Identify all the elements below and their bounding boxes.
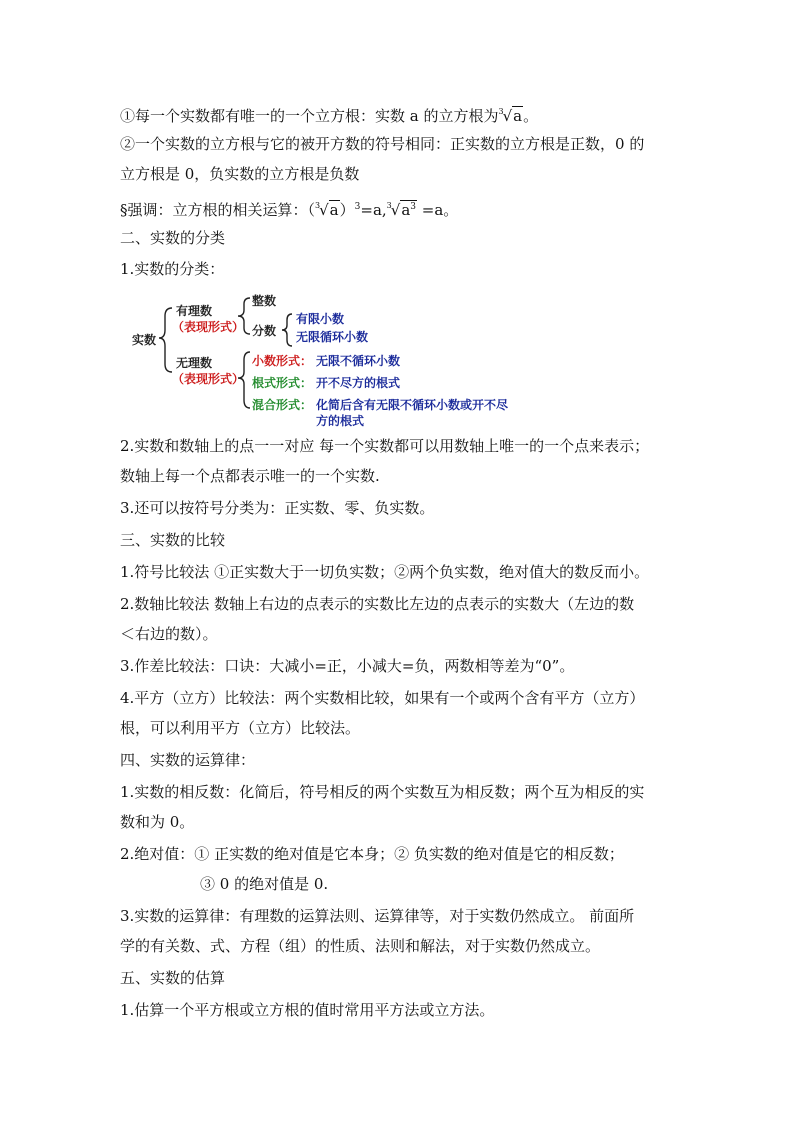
- text-line: ③ 0 的绝对值是 0.: [200, 875, 329, 893]
- integer-label: 整数: [252, 294, 277, 308]
- radicand: a: [329, 201, 339, 219]
- exponent: 3: [410, 202, 416, 212]
- root-label: 实数: [132, 333, 157, 347]
- mixed-form-label: 混合形式：: [252, 398, 313, 412]
- emphasis-line: [120, 196, 458, 220]
- text: §强调：立方根的相关运算：（: [120, 201, 316, 219]
- repeating-decimal-label: 无限循环小数: [296, 330, 369, 344]
- root-brace: [159, 308, 172, 372]
- cube-root-a: [315, 196, 340, 220]
- decimal-form-label: 小数形式：: [252, 354, 313, 368]
- text-line: 2.实数和数轴上的点一一对应 每一个实数都可以用数轴上唯一的一个点来表示；: [120, 437, 650, 455]
- rational-form-label: （表现形式）: [172, 320, 245, 334]
- mixed-form-text: 化简后含有无限不循环小数或开不尽: [316, 398, 509, 412]
- section-heading: 二、实数的分类: [120, 229, 226, 247]
- radicand: a: [513, 107, 523, 125]
- cube-root-a: [498, 102, 523, 126]
- irrational-form-label: （表现形式）: [172, 372, 245, 386]
- text-line: 1.实数的相反数：化简后，符号相反的两个实数互为相反数；两个互为相反的实: [120, 783, 645, 801]
- text: ①每一个实数都有唯一的一个立方根：实数 a 的立方根为: [120, 107, 499, 125]
- text-line: 3.实数的运算律：有理数的运算法则、运算律等，对于实数仍然成立。 前面所: [120, 907, 635, 925]
- text-line: 学的有关数、式、方程（组）的性质、法则和解法，对于实数仍然成立。: [120, 937, 601, 955]
- text: =a,: [360, 201, 387, 219]
- radical-sign: √: [319, 201, 329, 219]
- fraction-label: 分数: [252, 324, 277, 338]
- radical-index: 3: [498, 107, 504, 116]
- text-line: 根，可以利用平方（立方）比较法。: [120, 719, 361, 737]
- exponent: 3: [354, 202, 361, 212]
- mixed-form-text-2: 方的根式: [316, 414, 365, 428]
- text-line: 数轴上每一个点都表示唯一的一个实数.: [120, 467, 380, 485]
- fraction-brace: [282, 314, 292, 346]
- text-line: 数和为 0。: [120, 813, 195, 831]
- radical-form-text: 开不尽方的根式: [316, 376, 401, 390]
- text-line: 2.绝对值：① 正实数的绝对值是它本身；② 负实数的绝对值是它的相反数；: [120, 845, 624, 863]
- real-number-classification-diagram: [128, 290, 558, 430]
- text: 。: [523, 107, 539, 125]
- text-line: 1.符号比较法 ①正实数大于一切负实数；②两个负实数，绝对值大的数反而小。: [120, 563, 650, 581]
- text: =a。: [417, 201, 459, 219]
- radical-index: 3: [315, 201, 321, 210]
- section-heading: 四、实数的运算律：: [120, 751, 256, 769]
- text-line: ＜右边的数）。: [120, 625, 218, 643]
- irrational-label: 无理数: [176, 356, 213, 370]
- text-line: 1.实数的分类：: [120, 260, 225, 278]
- text-line: ②一个实数的立方根与它的被开方数的符号相同：正实数的立方根是正数，0 的: [120, 135, 645, 153]
- cube-root-uniqueness-line: [120, 102, 538, 126]
- rational-label: 有理数: [176, 304, 213, 318]
- finite-decimal-label: 有限小数: [296, 312, 345, 326]
- section-heading: 五、实数的估算: [120, 969, 226, 987]
- decimal-form-text: 无限不循环小数: [316, 354, 401, 368]
- text: ）: [339, 201, 355, 219]
- section-heading: 三、实数的比较: [120, 531, 226, 549]
- text-line: 4.平方（立方）比较法：两个实数相比较，如果有一个或两个含有平方（立方）: [120, 689, 645, 707]
- radical-form-label: 根式形式：: [252, 376, 313, 390]
- radicand: [400, 200, 417, 219]
- text-line: 2.数轴比较法 数轴上右边的点表示的实数比左边的点表示的实数大（左边的数: [120, 595, 635, 613]
- text-line: 1.估算一个平方根或立方根的值时常用平方法或立方法。: [120, 1001, 495, 1019]
- text-line: 3.还可以按符号分类为：正实数、零、负实数。: [120, 499, 435, 517]
- radical-index: 3: [386, 201, 392, 210]
- text-line: 3.作差比较法：口诀：大减小=正，小减大=负，两数相等差为“0”。: [120, 657, 575, 675]
- cube-root-a-cubed: [387, 196, 417, 220]
- radical-sign: √: [502, 107, 513, 125]
- text-line: 立方根是 0，负实数的立方根是负数: [120, 165, 360, 183]
- radicand-base: a: [401, 201, 411, 219]
- radical-sign: √: [390, 201, 401, 219]
